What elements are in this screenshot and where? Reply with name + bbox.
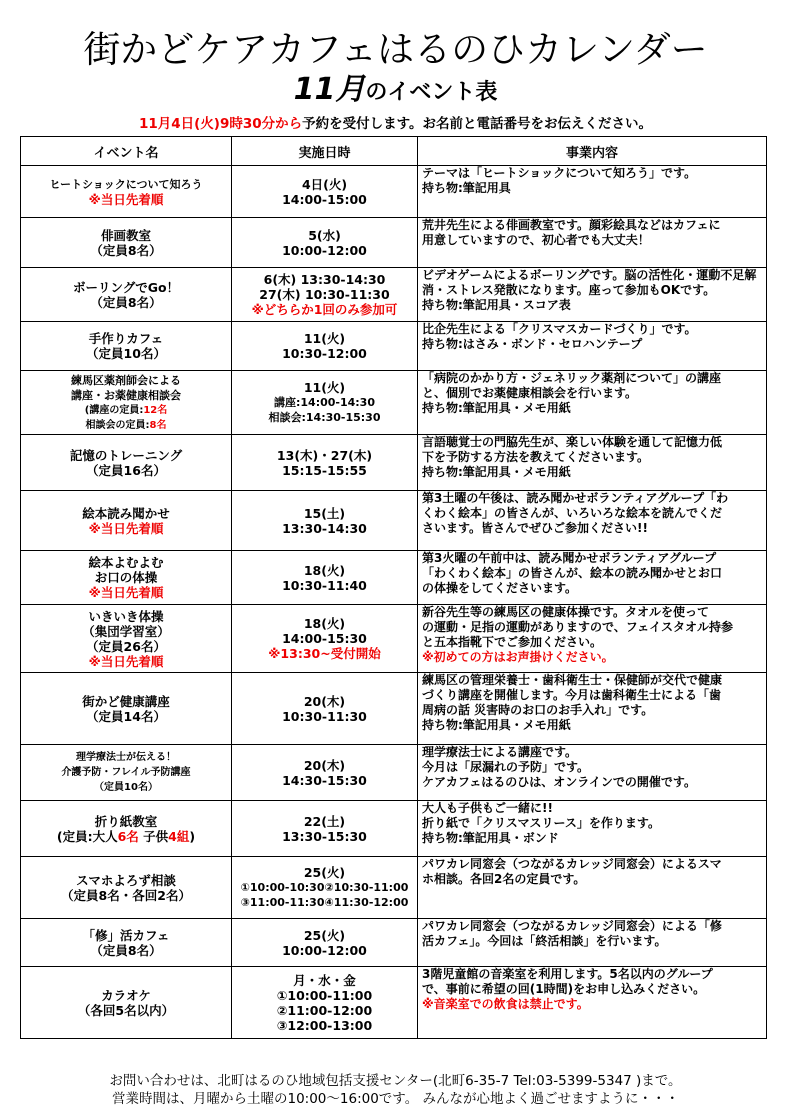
event-date-cell: [232, 919, 418, 967]
event-desc-cell: [418, 371, 767, 435]
event-time: 13:30-15:30: [282, 828, 367, 844]
event-capacity: （定員14名）: [86, 708, 166, 724]
event-time: 10:00-12:00: [282, 942, 367, 958]
table-row: [21, 857, 767, 919]
event-desc-line: 理学療法士による講座です。: [422, 745, 578, 759]
event-capacity: （定員8名）: [90, 294, 162, 310]
event-date: 5(水): [308, 227, 341, 243]
event-capacity: （定員10名）: [86, 346, 166, 361]
event-desc-cell: [418, 673, 767, 745]
event-capacity: 相談会の定員:8名: [85, 419, 167, 431]
event-capacity: (定員:大人6名 子供4組): [56, 828, 196, 844]
event-desc-line: ホ相談。各回2名の定員です。: [422, 872, 586, 886]
event-desc-line: 荒井先生による俳画教室です。顔彩絵具などはカフェに: [422, 218, 721, 232]
table-row: [21, 801, 767, 857]
table-header-row: [21, 137, 767, 166]
event-desc-cell: [418, 435, 767, 491]
event-desc-line: ビデオゲームによるボーリングです。脳の活性化・運動不足解: [422, 268, 757, 282]
event-name-cell: [21, 801, 232, 857]
table-row: [21, 551, 767, 605]
event-desc-line: 周病の話 災害時のお口のお手入れ」です。: [422, 703, 654, 717]
footer-contact: お問い合わせは、北町はるのひ地域包括支援センター(北町6-35-7 Tel:03-5399-5347 )まで。: [109, 1073, 682, 1089]
event-date: 20(木): [303, 693, 346, 709]
event-date-cell: [232, 268, 418, 322]
event-desc-line: 折り紙で「クリスマスリース」を作ります。: [422, 816, 660, 830]
event-name: 記憶のトレーニング: [69, 447, 183, 463]
event-date: 27(木) 10:30-11:30: [259, 287, 390, 302]
event-date-cell: [232, 605, 418, 673]
event-desc-line: 新谷先生等の練馬区の健康体操です。タオルを使って: [422, 605, 710, 619]
event-desc-cell: [418, 801, 767, 857]
event-desc-line: 言語聴覚士の門脇先生が、楽しい体験を通して記憶力低: [422, 435, 723, 449]
event-desc-line: くわく絵本」の皆さんが、いろいろな絵本を読んでくだ: [422, 506, 723, 520]
table-row: [21, 967, 767, 1039]
event-desc-line: 3階児童館の音楽室を利用します。5名以内のグループ: [422, 967, 713, 981]
event-desc-line: づくり講座を開催します。今月は歯科衛生士による「歯: [422, 688, 722, 702]
event-capacity: （定員10名）: [94, 782, 158, 793]
event-date-cell: [232, 491, 418, 551]
notice-text: 予約を受付します。お名前と電話番号をお伝えください。: [302, 116, 653, 132]
event-time: ①10:00-11:00: [276, 987, 373, 1003]
event-desc-line: 今月は「尿漏れの予防」です。: [422, 760, 590, 774]
event-name-cell: [21, 435, 232, 491]
event-desc-cell: [418, 857, 767, 919]
event-desc-cell: [418, 218, 767, 268]
event-time: 相談会:14:30-15:30: [268, 411, 381, 424]
event-name-cell: [21, 857, 232, 919]
event-time: ①10:00-10:30②10:30-11:00: [240, 881, 409, 894]
event-name: 介護予防・フレイル予防講座: [61, 767, 191, 778]
event-date-cell: [232, 551, 418, 605]
event-name: 練馬区薬剤師会による: [71, 373, 181, 387]
event-name-cell: [21, 745, 232, 801]
event-desc-line: 持ち物:筆記用具・メモ用紙: [422, 465, 571, 479]
event-name: 手作りカフェ: [88, 331, 164, 346]
event-date: 11(火): [303, 331, 346, 346]
event-desc-line: 活カフェ」。今回は「終活相談」を行います。: [422, 934, 667, 948]
event-date: 月・水・金: [293, 972, 356, 988]
event-desc-cell: [418, 967, 767, 1039]
event-time: ②11:00-12:00: [276, 1002, 373, 1018]
event-desc-cell: [418, 322, 767, 371]
event-desc-cell: [418, 745, 767, 801]
event-desc-line: 持ち物:筆記用具・メモ用紙: [422, 718, 571, 732]
table-row: [21, 673, 767, 745]
event-date-cell: [232, 166, 418, 218]
event-date-cell: [232, 371, 418, 435]
event-name-cell: [21, 673, 232, 745]
event-desc-line: さいます。皆さんでぜひご参加ください!!: [422, 521, 648, 535]
event-name: 「修」活カフェ: [82, 927, 170, 943]
table-row: [21, 605, 767, 673]
event-note: ※当日先着順: [88, 520, 164, 536]
event-name: 絵本読み聞かせ: [82, 505, 170, 521]
header-description: 事業内容: [418, 137, 767, 166]
event-desc-line: 持ち物:筆記用具・ボンド: [422, 831, 559, 845]
event-capacity: （各回5名以内）: [77, 1002, 175, 1018]
event-time: 10:30-11:40: [282, 577, 367, 593]
event-note: ※当日先着順: [88, 585, 164, 600]
event-time: 講座:14:00-14:30: [274, 396, 375, 409]
event-capacity: （定員26名）: [86, 638, 166, 654]
event-name: 講座・お薬健康相談会: [71, 388, 181, 402]
event-desc-line: 下を予防する方法を教えてくださいます。: [422, 450, 650, 464]
event-date: 18(火): [303, 616, 346, 631]
subtitle-month: 11月: [293, 72, 366, 107]
event-date-cell: [232, 322, 418, 371]
event-note: ※当日先着順: [88, 191, 164, 207]
event-name-cell: [21, 967, 232, 1039]
event-date-cell: [232, 857, 418, 919]
event-time: 14:30-15:30: [282, 772, 367, 788]
event-table: [20, 136, 767, 1039]
event-capacity: （定員8名）: [90, 942, 162, 958]
event-name-cell: [21, 322, 232, 371]
event-date: 22(土): [303, 813, 346, 829]
event-desc-line: 持ち物:筆記用具・メモ用紙: [422, 401, 571, 415]
reservation-notice: [0, 114, 791, 134]
event-name: 俳画教室: [100, 227, 151, 243]
event-desc-line: 第3火曜の午前中は、読み聞かせボランティアグループ: [422, 551, 717, 565]
event-desc-line: 練馬区の管理栄養士・歯科衛生士・保健師が交代で健康: [422, 673, 723, 687]
event-desc-cell: [418, 491, 767, 551]
event-name-cell: [21, 218, 232, 268]
table-row: [21, 268, 767, 322]
event-desc-line: 用意していますので、初心者でも大丈夫！: [422, 233, 650, 247]
event-time: 10:00-12:00: [282, 242, 367, 258]
event-name-cell: [21, 371, 232, 435]
event-date-cell: [232, 801, 418, 857]
event-time: ③11:00-11:30④11:30-12:00: [240, 896, 409, 909]
event-date: 4日(火): [301, 176, 348, 192]
event-name: 絵本よむよむ: [88, 555, 164, 570]
event-name: お口の体操: [94, 570, 158, 585]
footer: [0, 1072, 791, 1108]
event-name-cell: [21, 166, 232, 218]
event-desc-cell: [418, 605, 767, 673]
event-name-cell: [21, 551, 232, 605]
page-subtitle: [0, 72, 791, 112]
page-title: 街かどケアカフェはるのひカレンダー: [83, 28, 708, 71]
event-desc-line: 「わくわく絵本」の皆さんが、絵本の読み聞かせとお口: [422, 566, 723, 580]
event-date-cell: [232, 435, 418, 491]
event-date: 20(木): [303, 757, 346, 773]
event-desc-line: 持ち物:筆記用具: [422, 181, 511, 195]
event-time: ③12:00-13:00: [276, 1017, 373, 1033]
event-desc-line: 消・ストレス発散になります。座って参加もOKです。: [422, 283, 716, 297]
event-desc-line: と、個別でお薬健康相談会を行います。: [422, 386, 638, 400]
event-desc-line: の体操をしてくださいます。: [422, 581, 578, 595]
event-capacity: （定員8名・各回2名）: [61, 887, 191, 903]
event-name-cell: [21, 919, 232, 967]
event-name-cell: [21, 605, 232, 673]
event-desc-line: テーマは「ヒートショックについて知ろう」です。: [422, 166, 697, 180]
header-event-name: イベント名: [21, 137, 232, 166]
event-name: 街かど健康講座: [82, 693, 170, 709]
event-date: 6(木) 13:30-14:30: [263, 272, 386, 287]
event-name-cell: [21, 268, 232, 322]
event-desc-line: パワカレ同窓会（つながるカレッジ同窓会）によるスマ: [422, 857, 722, 871]
event-capacity: （定員16名）: [86, 462, 166, 478]
event-time: 14:00-15:00: [282, 191, 367, 207]
event-date-cell: [232, 218, 418, 268]
event-desc-cell: [418, 268, 767, 322]
event-desc-line: 「病院のかかり方・ジェネリック薬剤について」の講座: [422, 371, 722, 385]
event-date: 18(火): [303, 562, 346, 578]
table-row: [21, 435, 767, 491]
event-desc-cell: [418, 551, 767, 605]
event-desc-line: と五本指靴下でご参加ください。: [422, 635, 603, 649]
event-date: 11(火): [303, 380, 346, 395]
event-date: 25(火): [303, 927, 346, 943]
event-date-note: ※13:30~受付開始: [268, 646, 381, 661]
subtitle-text: のイベント表: [365, 80, 498, 105]
event-name: ボーリングでGo！: [72, 279, 180, 295]
event-capacity: （定員8名）: [90, 242, 162, 258]
table-row: [21, 491, 767, 551]
event-capacity: (講座の定員:12名: [84, 404, 168, 416]
table-row: [21, 166, 767, 218]
event-desc-line: ケアカフェはるのひは、オンラインでの開催です。: [422, 775, 696, 789]
event-time: 10:30-11:30: [282, 708, 367, 724]
event-name: カラオケ: [101, 987, 151, 1003]
event-name: スマホよろず相談: [76, 872, 176, 888]
event-date: 13(木)・27(木): [276, 447, 373, 463]
header-date: 実施日時: [232, 137, 418, 166]
event-time: 10:30-12:00: [282, 346, 367, 361]
table-row: [21, 745, 767, 801]
event-desc-note: ※初めての方はお声掛けください。: [422, 650, 614, 664]
event-time: 15:15-15:55: [282, 462, 367, 478]
event-date-cell: [232, 745, 418, 801]
notice-date: 11月4日(火)9時30分から: [138, 116, 303, 132]
event-desc-cell: [418, 919, 767, 967]
event-date-note: ※どちらか1回のみ参加可: [251, 302, 398, 317]
table-row: [21, 322, 767, 371]
event-name: ヒートショックについて知ろう: [49, 177, 203, 191]
event-name-cell: [21, 491, 232, 551]
event-location: （集団学習室）: [82, 623, 170, 639]
table-row: [21, 371, 767, 435]
event-name: 理学療法士が伝える！: [76, 752, 176, 763]
event-time: 14:00-15:30: [282, 631, 367, 646]
event-time: 13:30-14:30: [282, 520, 367, 536]
event-date-cell: [232, 673, 418, 745]
table-row: [21, 919, 767, 967]
event-desc-line: 大人も子供もご一緒に!!: [422, 801, 553, 815]
event-desc-line: 持ち物:筆記用具・スコア表: [422, 298, 571, 312]
table-row: [21, 218, 767, 268]
event-desc-line: 比企先生による「クリスマスカードづくり」です。: [422, 322, 697, 336]
footer-hours: 営業時間は、月曜から土曜の10:00〜16:00です。 みんなが心地よく過ごせますように・・・: [111, 1091, 680, 1107]
event-name: 折り紙教室: [94, 813, 158, 829]
event-name: いきいき体操: [88, 608, 164, 624]
event-date: 15(土): [303, 505, 346, 521]
event-desc-line: 第3土曜の午後は、読み聞かせボランティアグループ「わ: [422, 491, 729, 505]
event-desc-cell: [418, 166, 767, 218]
event-date-cell: [232, 967, 418, 1039]
event-desc-note: ※音楽室での飲食は禁止です。: [422, 997, 589, 1011]
event-desc-line: の運動・足指の運動がありますので、フェイスタオル持参: [422, 620, 734, 634]
event-note: ※当日先着順: [88, 653, 164, 669]
event-desc-line: 持ち物:はさみ・ボンド・セロハンテープ: [422, 337, 643, 351]
event-desc-line: で、事前に希望の回(1時間)をお申し込みください。: [422, 982, 706, 996]
event-date: 25(火): [303, 865, 346, 880]
event-desc-line: パワカレ同窓会（つながるカレッジ同窓会）による「修: [422, 919, 722, 933]
